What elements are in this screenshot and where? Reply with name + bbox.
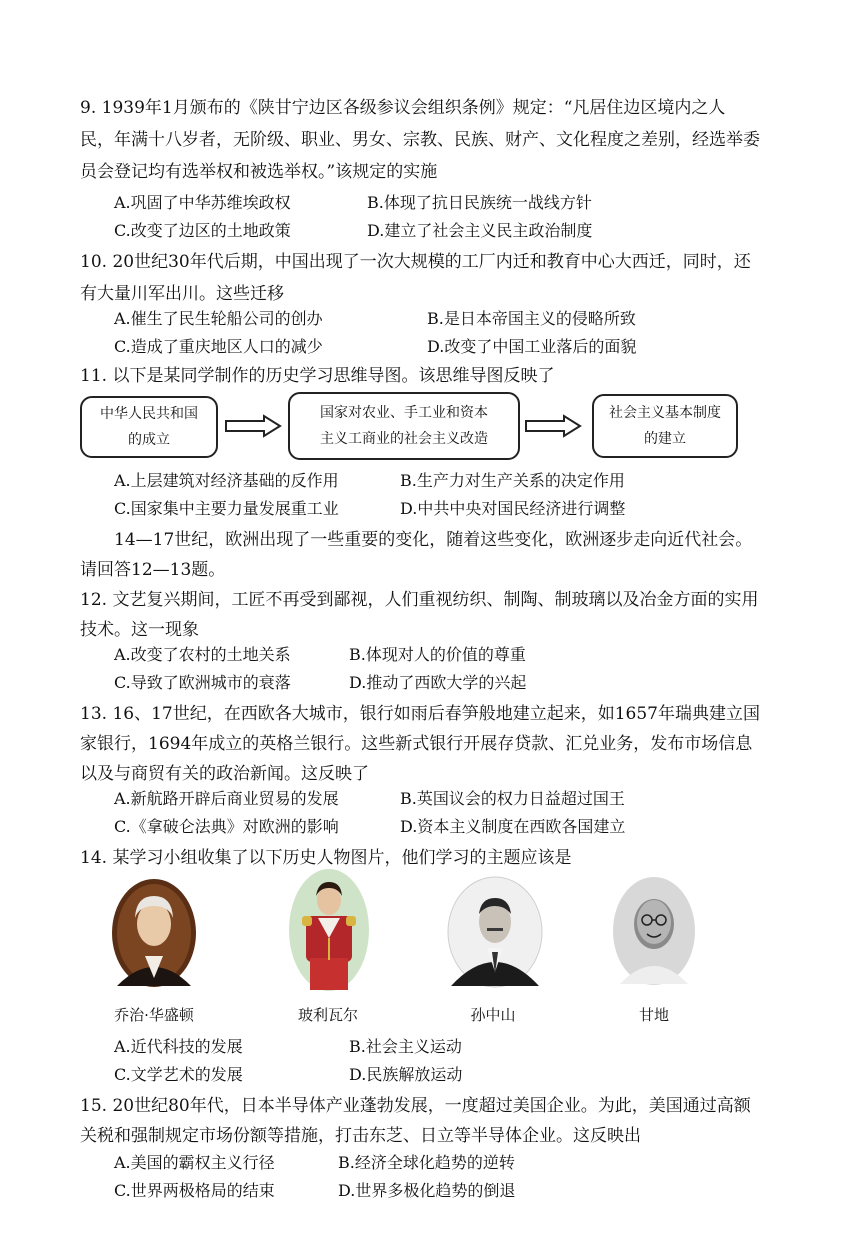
q14-option-a: A.近代科技的发展 <box>114 1037 243 1056</box>
portrait-gandhi <box>612 876 696 986</box>
q10-option-d: D.改变了中国工业落后的面貌 <box>427 337 637 356</box>
q13-stem-line-2: 家银行，1694年成立的英格兰银行。这些新式银行开展存贷款、汇兑业务，发布市场信息 <box>80 734 753 754</box>
q14-option-c: C.文学艺术的发展 <box>114 1065 243 1084</box>
q10-option-a: A.催生了民生轮船公司的创办 <box>114 309 323 328</box>
q15-stem-line-1: 15. 20世纪80年代，日本半导体产业蓬勃发展，一度超过美国企业。为此，美国通过高额 <box>80 1096 751 1116</box>
intro-line-1: 14—17世纪，欧洲出现了一些重要的变化，随着这些变化，欧洲逐步走向近代社会。 <box>114 530 753 550</box>
portrait-sun-yat-sen <box>447 876 543 988</box>
q15-option-a: A.美国的霸权主义行径 <box>114 1153 275 1172</box>
q13-stem-line-1: 13. 16、17世纪，在西欧各大城市，银行如雨后春笋般地建立起来，如1657年瑞典建立国 <box>80 704 760 724</box>
q13-option-b: B.英国议会的权力日益超过国王 <box>400 789 625 808</box>
q12-option-c: C.导致了欧洲城市的衰落 <box>114 673 291 692</box>
portrait-bolivar <box>288 868 370 992</box>
caption-sun-yat-sen: 孙中山 <box>470 1006 516 1024</box>
q15-stem-line-2: 关税和强制规定市场份额等措施，打击东芝、日立等半导体企业。这反映出 <box>80 1126 641 1146</box>
mindmap-box1-line2: 的成立 <box>128 432 170 448</box>
mindmap-box2-line1: 国家对农业、手工业和资本 <box>320 405 488 421</box>
q13-option-a: A.新航路开辟后商业贸易的发展 <box>114 789 339 808</box>
mindmap-box-prc-founding <box>80 396 218 458</box>
right-arrow-icon <box>224 414 282 438</box>
q9-option-b: B.体现了抗日民族统一战线方针 <box>367 193 592 212</box>
mindmap-box2-line2: 主义工商业的社会主义改造 <box>320 431 488 447</box>
q10-option-c: C.造成了重庆地区人口的减少 <box>114 337 323 356</box>
q13-option-c: C.《拿破仑法典》对欧洲的影响 <box>114 817 339 836</box>
q13-option-d: D.资本主义制度在西欧各国建立 <box>400 817 626 836</box>
q12-option-b: B.体现对人的价值的尊重 <box>349 645 526 664</box>
caption-bolivar: 玻利瓦尔 <box>297 1006 358 1024</box>
q13-stem-line-3: 以及与商贸有关的政治新闻。这反映了 <box>80 764 369 784</box>
q11-option-a: A.上层建筑对经济基础的反作用 <box>114 471 339 490</box>
q9-stem-line-1: 9. 1939年1月颁布的《陕甘宁边区各级参议会组织条例》规定：“凡居住边区境内之人 <box>80 98 726 118</box>
mindmap-box3-line1: 社会主义基本制度 <box>609 405 721 421</box>
q9-option-d: D.建立了社会主义民主政治制度 <box>367 221 593 240</box>
q10-stem-line-1: 10. 20世纪30年代后期，中国出现了一次大规模的工厂内迁和教育中心大西迁，同时，还 <box>80 252 751 272</box>
q12-stem-line-1: 12. 文艺复兴期间，工匠不再受到鄙视，人们重视纺织、制陶、制玻璃以及冶金方面的实用 <box>80 590 759 610</box>
caption-washington: 乔治·华盛顿 <box>114 1006 194 1024</box>
mindmap-box-socialist-system <box>592 394 738 458</box>
portrait-washington <box>111 878 197 988</box>
q12-option-a: A.改变了农村的土地关系 <box>114 645 291 664</box>
caption-gandhi: 甘地 <box>638 1006 669 1024</box>
mindmap-box3-line2: 的建立 <box>644 431 686 447</box>
mindmap-box1-line1: 中华人民共和国 <box>100 406 198 422</box>
q11-option-b: B.生产力对生产关系的决定作用 <box>400 471 625 490</box>
q15-option-b: B.经济全球化趋势的逆转 <box>338 1153 515 1172</box>
q14-option-b: B.社会主义运动 <box>349 1037 462 1056</box>
q12-option-d: D.推动了西欧大学的兴起 <box>349 673 527 692</box>
q9-stem-line-2: 民，年满十八岁者，无阶级、职业、男女、宗教、民族、财产、文化程度之差别，经选举委 <box>80 130 760 150</box>
q11-option-c: C.国家集中主要力量发展重工业 <box>114 499 339 518</box>
q15-option-d: D.世界多极化趋势的倒退 <box>338 1181 516 1200</box>
q10-option-b: B.是日本帝国主义的侵略所致 <box>427 309 636 328</box>
q15-option-c: C.世界两极格局的结束 <box>114 1181 275 1200</box>
q9-stem-line-3: 员会登记均有选举权和被选举权。”该规定的实施 <box>80 162 438 182</box>
q11-option-d: D.中共中央对国民经济进行调整 <box>400 499 626 518</box>
q11-stem-line-1: 11. 以下是某同学制作的历史学习思维导图。该思维导图反映了 <box>80 366 555 386</box>
q9-option-a: A.巩固了中华苏维埃政权 <box>114 193 291 212</box>
intro-line-2: 请回答12—13题。 <box>80 560 226 580</box>
mindmap-box-socialist-transformation <box>288 392 520 460</box>
q14-option-d: D.民族解放运动 <box>349 1065 463 1084</box>
q14-stem-line-1: 14. 某学习小组收集了以下历史人物图片，他们学习的主题应该是 <box>80 848 572 868</box>
q12-stem-line-2: 技术。这一现象 <box>80 620 199 640</box>
q9-option-c: C.改变了边区的土地政策 <box>114 221 291 240</box>
q10-stem-line-2: 有大量川军出川。这些迁移 <box>80 284 284 304</box>
right-arrow-icon <box>524 414 582 438</box>
